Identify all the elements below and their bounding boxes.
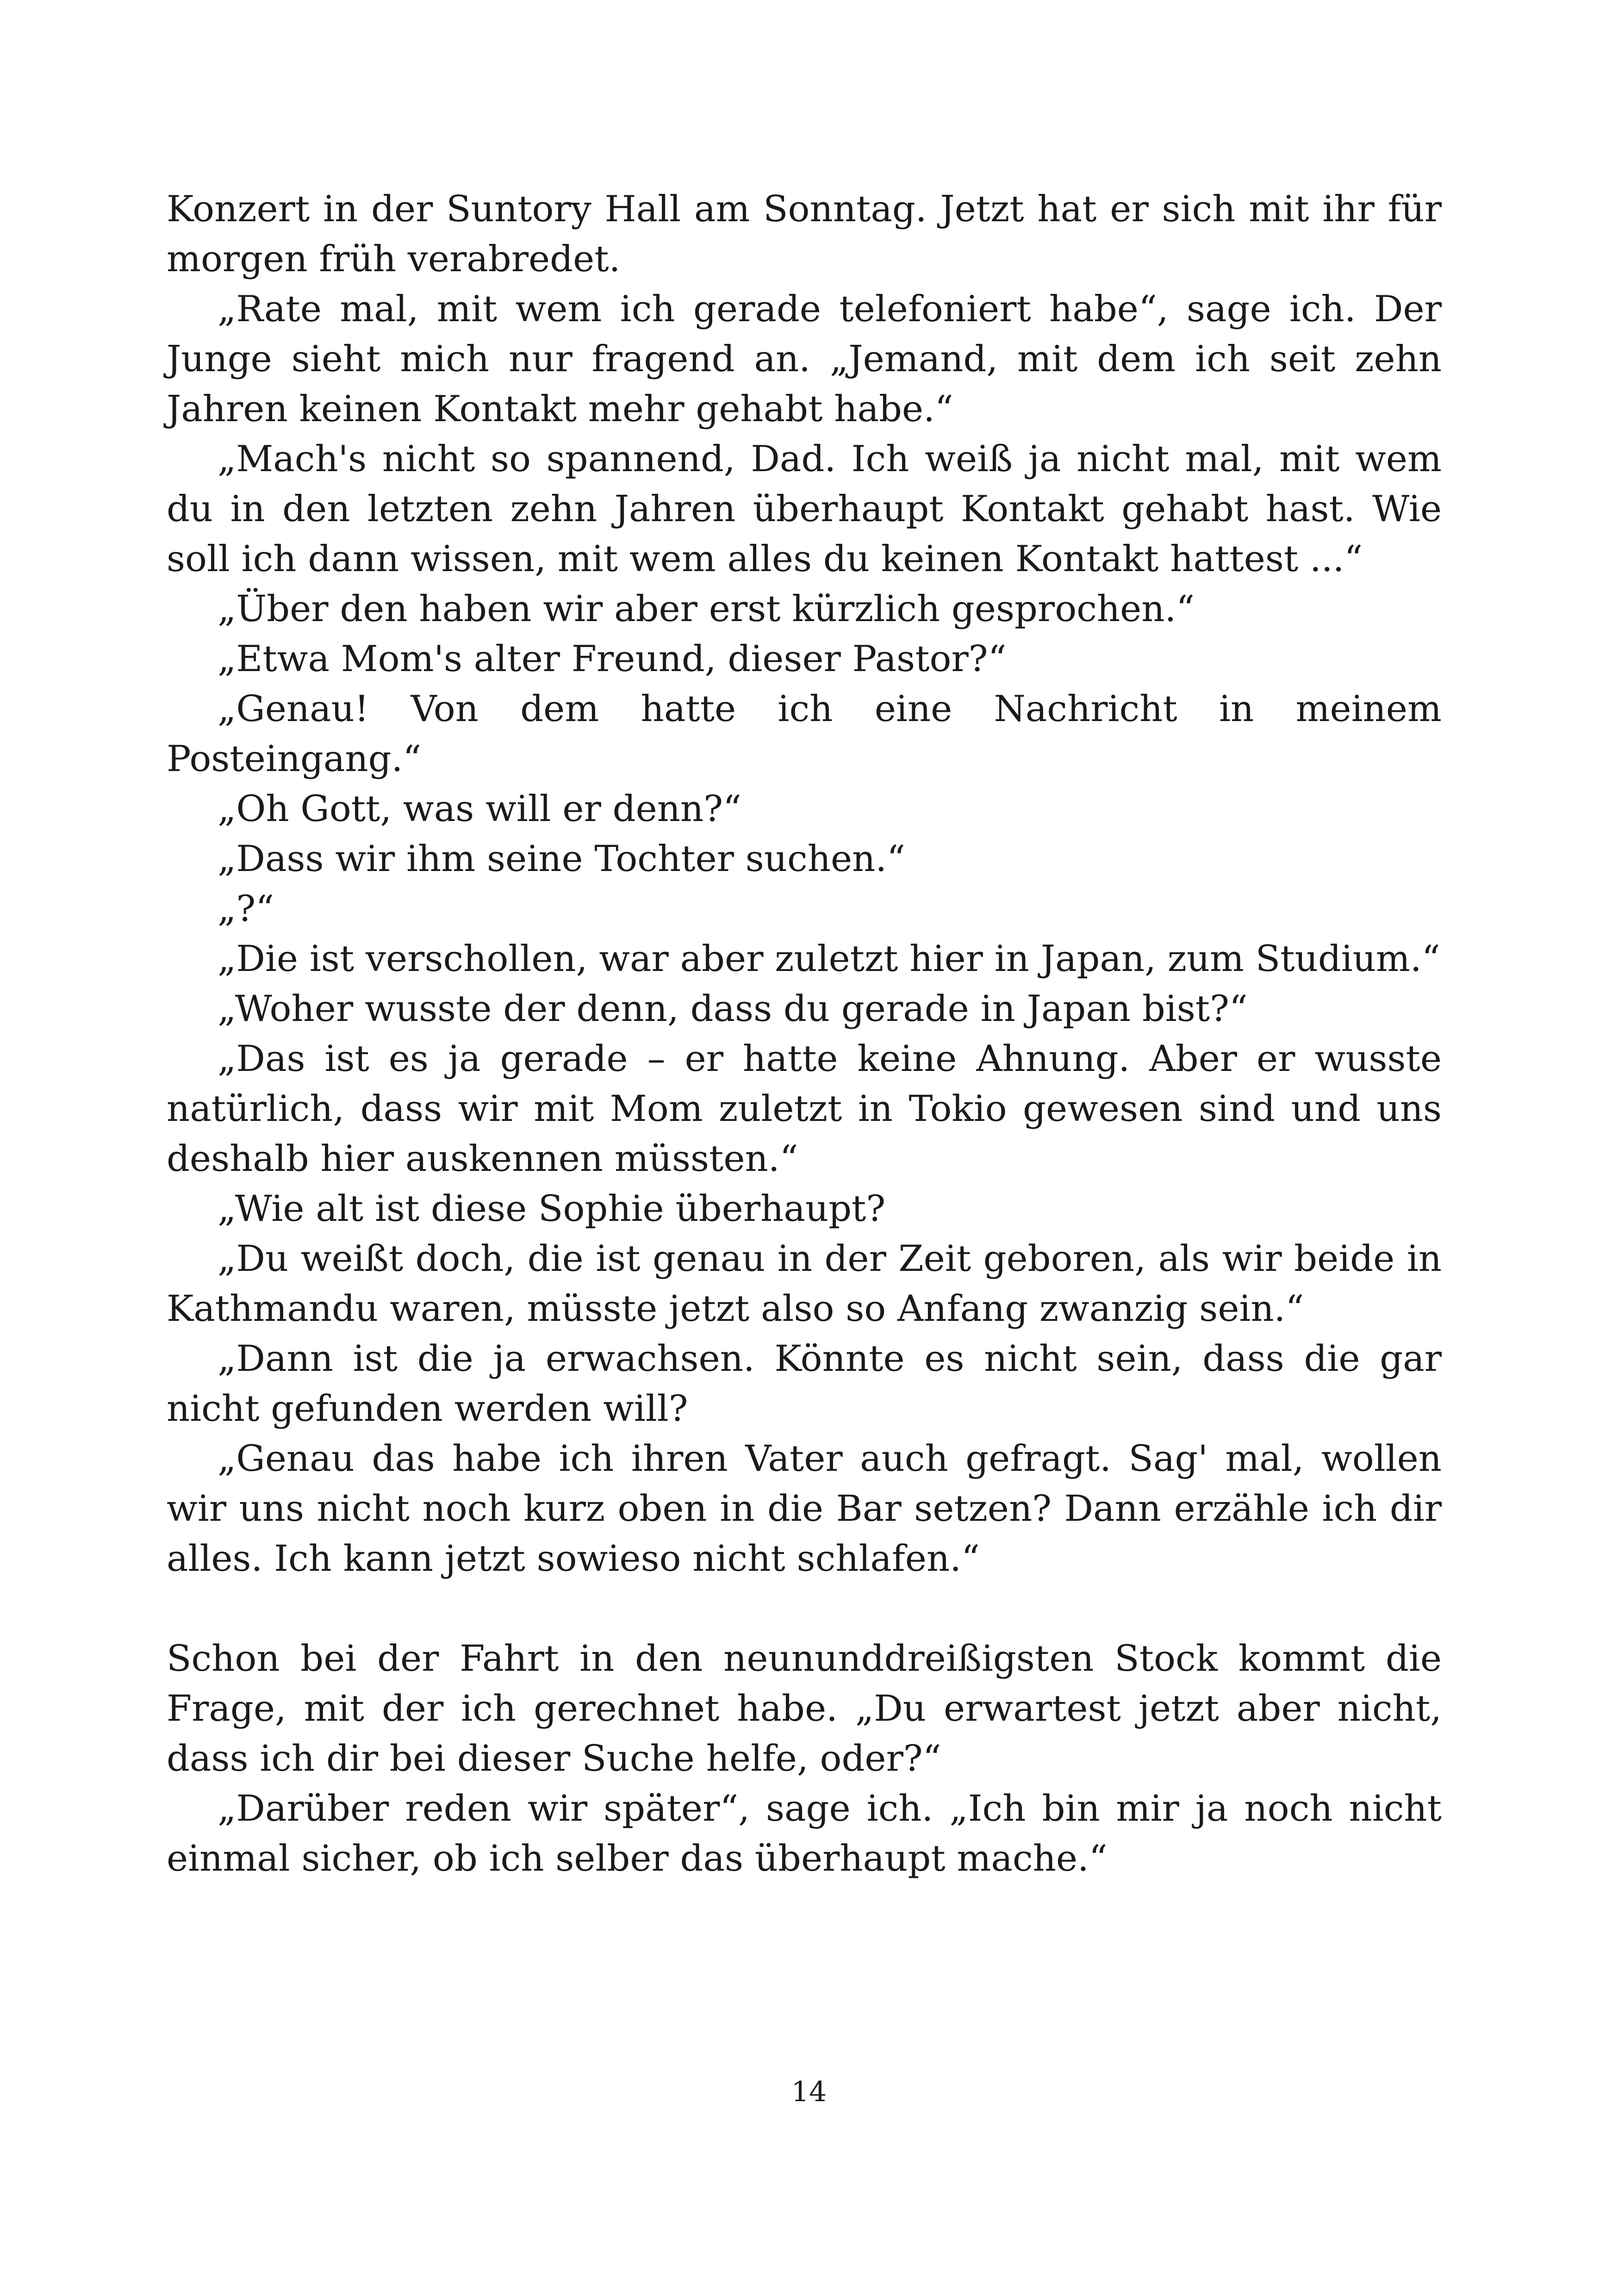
paragraph: „Rate mal, mit wem ich gerade telefoniert habe“, sage ich. Der Junge sieht mich nur fragend an. „Jemand, mit dem ich seit zehn Jahren keinen Kontakt mehr gehabt habe.“ [167, 288, 1442, 430]
paragraph: „Mach's nicht so spannend, Dad. Ich weiß ja nicht mal, mit wem du in den letzten zehn Jahren überhaupt Kontakt gehabt hast. Wie soll ich dann wissen, mit wem alles du keinen Kontakt hattest ...“ [167, 438, 1442, 580]
paragraph: „Darüber reden wir später“, sage ich. „Ich bin mir ja noch nicht einmal sicher, ob ich selber das überhaupt mache.“ [167, 1788, 1442, 1879]
paragraph: „Das ist es ja gerade – er hatte keine Ahnung. Aber er wusste natürlich, dass wir mit Mom zuletzt in Tokio gewesen sind und uns deshalb hier auskennen müssten.“ [167, 1038, 1442, 1180]
paragraph: „Dass wir ihm seine Tochter suchen.“ [218, 838, 906, 880]
paragraph: „?“ [218, 888, 274, 930]
page-number: 14 [791, 2076, 827, 2108]
paragraph: Konzert in der Suntory Hall am Sonntag. Jetzt hat er sich mit ihr für morgen früh verabredet. [167, 188, 1442, 280]
paragraph: „Über den haben wir aber erst kürzlich gesprochen.“ [218, 588, 1195, 630]
paragraph: Schon bei der Fahrt in den neununddreißigsten Stock kommt die Frage, mit der ich gerechnet habe. „Du erwartest jetzt aber nicht, dass ich dir bei dieser Suche helfe, oder?“ [167, 1638, 1442, 1780]
paragraph: „Etwa Mom's alter Freund, dieser Pastor?“ [218, 638, 1007, 680]
paragraph: „Du weißt doch, die ist genau in der Zeit geboren, als wir beide in Kathmandu waren, müsste jetzt also so Anfang zwanzig sein.“ [167, 1238, 1442, 1330]
body-text [167, 184, 1442, 1884]
paragraph: „Die ist verschollen, war aber zuletzt hier in Japan, zum Studium.“ [218, 938, 1440, 980]
paragraph: „Woher wusste der denn, dass du gerade in Japan bist?“ [218, 988, 1248, 1030]
paragraph: „Oh Gott, was will er denn?“ [218, 788, 741, 830]
section-break [167, 1584, 1442, 1634]
paragraph: „Genau das habe ich ihren Vater auch gefragt. Sag' mal, wollen wir uns nicht noch kurz oben in die Bar setzen? Dann erzähle ich dir alles. Ich kann jetzt sowieso nicht schlafen.“ [167, 1438, 1442, 1580]
paragraph: „Genau! Von dem hatte ich eine Nachricht in meinem Posteingang.“ [167, 688, 1442, 780]
paragraph: „Wie alt ist diese Sophie überhaupt? [218, 1188, 886, 1230]
paragraph: „Dann ist die ja erwachsen. Könnte es nicht sein, dass die gar nicht gefunden werden will? [167, 1338, 1442, 1430]
